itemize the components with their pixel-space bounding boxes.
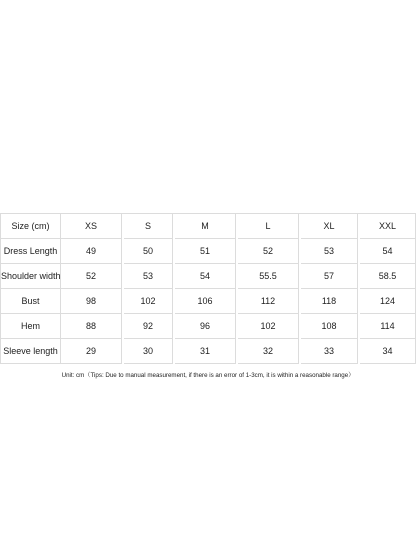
row-label: Sleeve length [0,339,61,364]
table-cell: 34 [360,339,416,364]
table-row-shoulder-width [0,264,416,289]
header-cell-xl: XL [301,213,358,239]
header-cell-xs: XS [61,213,122,239]
table-cell: 29 [61,339,122,364]
header-cell-m: M [175,213,236,239]
table-cell: 124 [360,289,416,314]
header-cell-s: S [124,213,173,239]
table-cell: 102 [124,289,173,314]
table-cell: 52 [61,264,122,289]
table-cell: 112 [238,289,299,314]
table-cell: 55.5 [238,264,299,289]
table-cell: 118 [301,289,358,314]
table-cell: 30 [124,339,173,364]
measurement-note: Unit: cm（Tips: Due to manual measurement, if there is an error of 1-3cm, it is within a reasonable range） [61,372,355,379]
table-cell: 52 [238,239,299,264]
table-cell: 32 [238,339,299,364]
table-cell: 58.5 [360,264,416,289]
table-cell: 31 [175,339,236,364]
table-cell: 53 [124,264,173,289]
table-cell: 33 [301,339,358,364]
table-cell: 106 [175,289,236,314]
table-cell: 102 [238,314,299,339]
table-cell: 54 [175,264,236,289]
size-chart-table [0,213,416,364]
row-label: Shoulder width [0,264,61,289]
header-cell-xxl: XXL [360,213,416,239]
table-cell: 57 [301,264,358,289]
table-row-hem [0,314,416,339]
header-cell-size: Size (cm) [0,213,61,239]
table-row-dress-length [0,239,416,264]
table-cell: 98 [61,289,122,314]
table-cell: 114 [360,314,416,339]
table-row-bust [0,289,416,314]
table-cell: 96 [175,314,236,339]
table-row-sleeve-length [0,339,416,364]
table-cell: 92 [124,314,173,339]
table-cell: 50 [124,239,173,264]
row-label: Bust [0,289,61,314]
table-cell: 54 [360,239,416,264]
size-chart-body [0,213,416,364]
table-cell: 51 [175,239,236,264]
table-cell: 53 [301,239,358,264]
table-cell: 49 [61,239,122,264]
row-label: Hem [0,314,61,339]
table-cell: 108 [301,314,358,339]
header-cell-l: L [238,213,299,239]
header-row [0,213,416,239]
row-label: Dress Length [0,239,61,264]
table-cell: 88 [61,314,122,339]
